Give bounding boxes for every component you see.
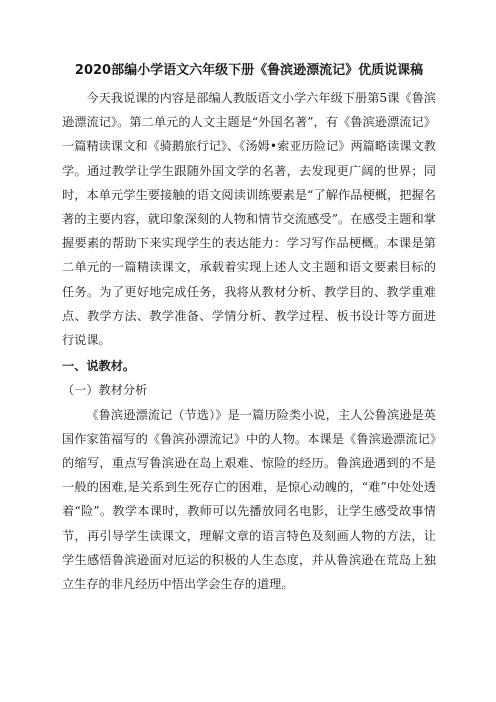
analysis-paragraph: 《鲁滨逊漂流记（节选）》是一篇历险类小说，主人公鲁滨逊是英国作家笛福写的《鲁滨孙漂流记》中的人物。本课是《鲁滨逊漂流记》的缩写，重点写鲁滨逊在岛上艰难、惊险的经历。鲁滨逊遇到的不是一般的困难,是关系到生死存亡的困难，是惊心动魄的，“难”中处处透着“险”。教学本课时，教师可以先播放同名电影，让学生感受故事情节，再引导学生读课文，理解文章的语言特色及刻画人物的方法，让学生感悟鲁滨逊面对厄运的积极的人生态度，并从鲁滨逊在荒岛上独立生存的非凡经历中悟出学会生存的道理。 (62, 407, 436, 592)
document-page (62, 62, 436, 596)
subsection-heading-analysis: （一）教材分析 (62, 383, 148, 398)
document-title: 2020部编小学语文六年级下册《鲁滨逊漂流记》优质说课稿 (74, 63, 424, 78)
intro-paragraph: 今天我说课的内容是部编人教版语文小学六年级下册第5课《鲁滨逊漂流记》。第二单元的人文主题是“外国名著”，有《鲁滨逊漂流记》一篇精读课文和《骑鹅旅行记》、《汤姆•索亚历险记》两篇略读课文教学。通过教学让学生跟随外国文学的名著，去发现更广阔的世界；同时，本单元学生要接触的语文阅读训练要素是“了解作品梗概，把握名著的主要内容，就印象深刻的人物和情节交流感受”。在感受主题和掌握要素的帮助下来实现学生的表达能力：学习写作品梗概。本课是第二单元的一篇精读课文，承载着实现上述人文主题和语文要素目标的任务。为了更好地完成任务，我将从教材分析、教学目的、教学重难点、教学方法、教学准备、学情分析、教学过程、板书设计等方面进行说课。 (62, 91, 436, 348)
section-heading-textbook: 一、说教材。 (62, 359, 136, 374)
